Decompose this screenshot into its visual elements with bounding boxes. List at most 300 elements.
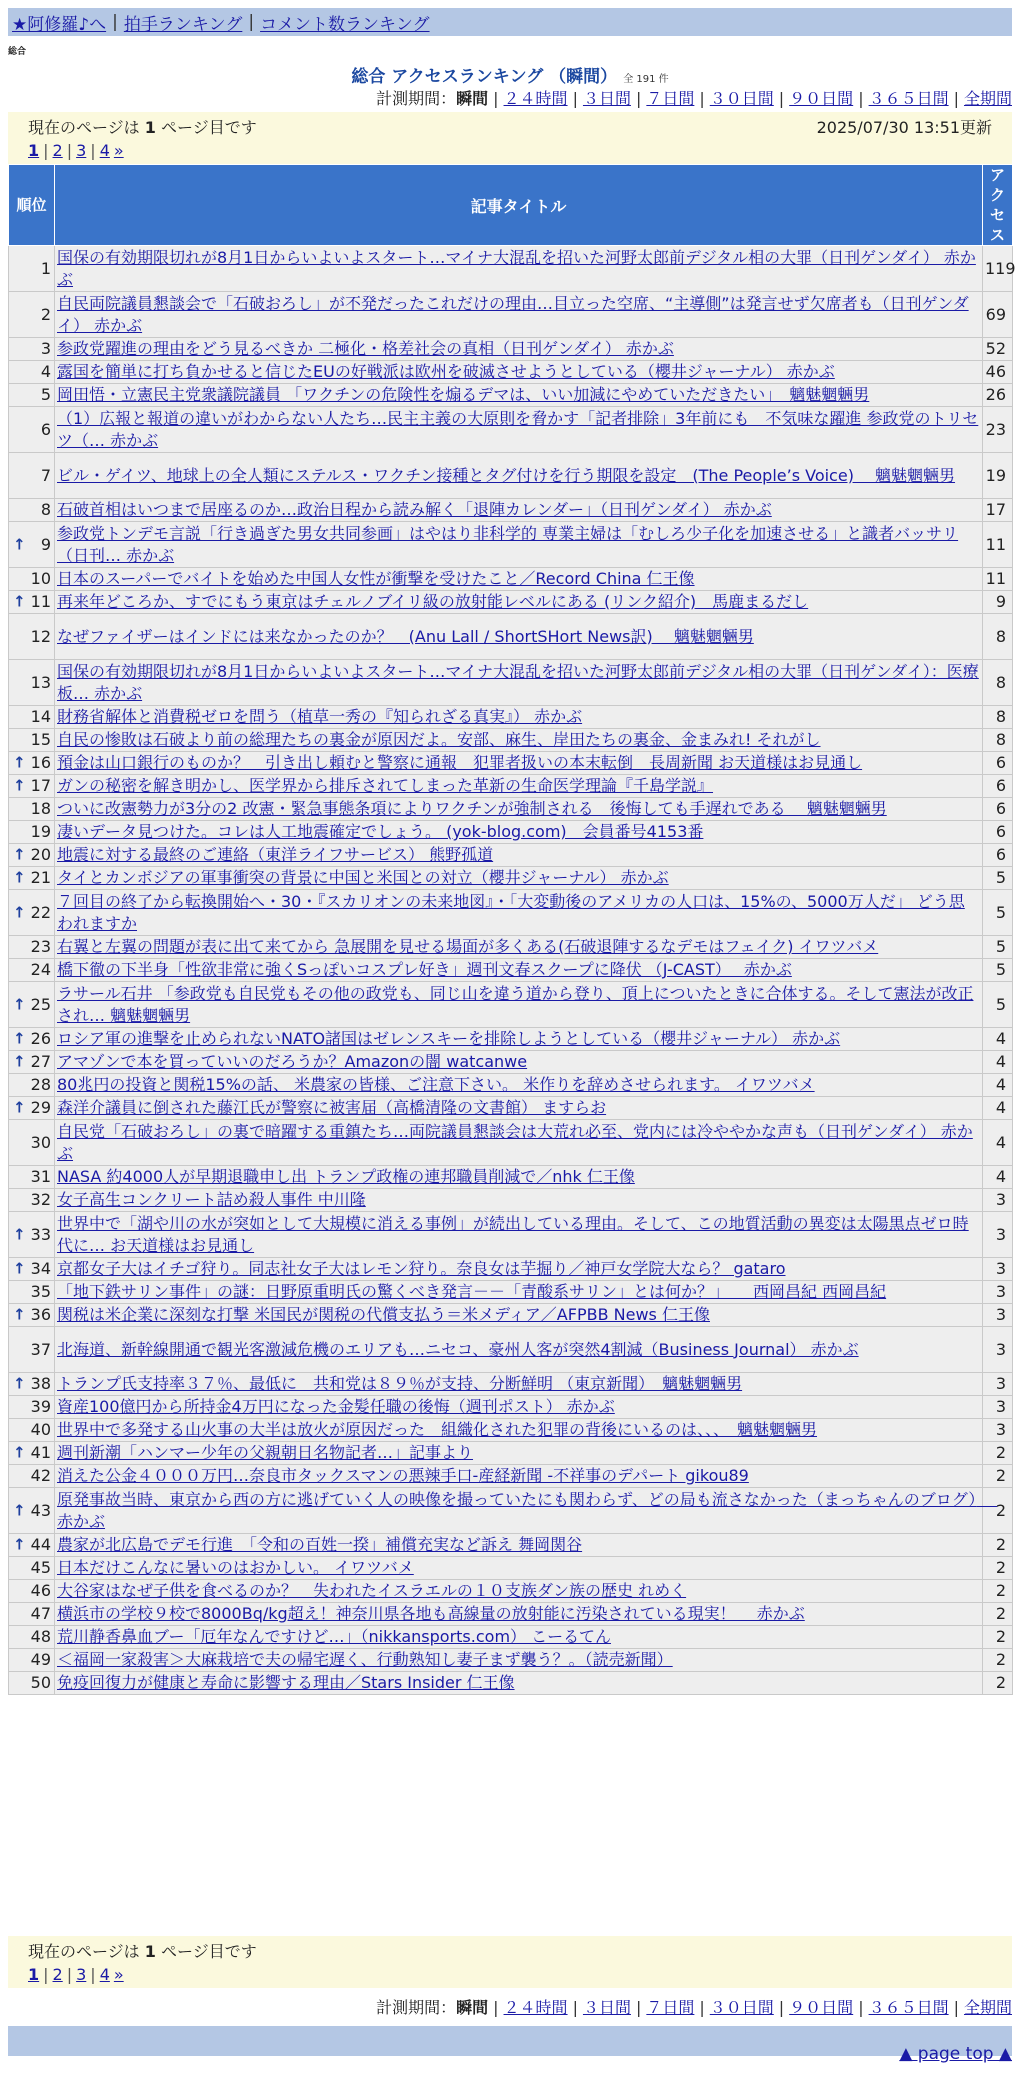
rank-number: 5	[40, 385, 51, 404]
article-title-link[interactable]: 参政党躍進の理由をどう見るべきか 二極化・格差社会の真相（日刊ゲンダイ） 赤かぶ	[57, 339, 674, 358]
ranking-row	[9, 1074, 1013, 1097]
rank-cell	[9, 798, 55, 821]
article-title-link[interactable]: タイとカンボジアの軍事衝突の背景に中国と米国との対立（櫻井ジャーナル） 赤かぶ	[57, 868, 669, 887]
title-cell	[55, 1649, 983, 1672]
period-option-link[interactable]: ３０日間	[709, 1998, 774, 2017]
access-count: 11	[983, 522, 1013, 568]
rank-number: 27	[30, 1052, 51, 1071]
ranking-row	[9, 1488, 1013, 1534]
rank-cell	[9, 982, 55, 1028]
article-title-link[interactable]: 関税は米企業に深刻な打撃 米国民が関税の代償支払う＝米メディア／AFPBB News 仁王像	[57, 1305, 710, 1324]
ranking-row	[9, 844, 1013, 867]
rank-cell	[9, 292, 55, 338]
ranking-row	[9, 499, 1013, 522]
rank-number: 10	[30, 569, 51, 588]
article-title-link[interactable]: 凄いデータ見つけた。コレは人工地震確定でしょう。 (yok-blog.com) 会員番号4153番	[57, 822, 704, 841]
rank-up-arrow-icon: ↑	[13, 753, 26, 772]
title-cell	[55, 384, 983, 407]
rank-up-arrow-icon: ↑	[13, 1259, 26, 1278]
access-count: 11	[983, 568, 1013, 591]
rank-cell	[9, 1281, 55, 1304]
access-count: 8	[983, 614, 1013, 660]
rank-up-arrow-icon: ↑	[13, 1501, 26, 1519]
ranking-row	[9, 453, 1013, 499]
rank-number: 4	[40, 362, 51, 381]
rank-number: 30	[30, 1132, 51, 1152]
access-count: 3	[983, 1327, 1013, 1373]
period-option-link[interactable]: ３０日間	[709, 89, 774, 108]
article-title-link[interactable]: 橋下徹の下半身「性欲非常に強くSっぽいコスプレ好き」週刊文春スクープに降伏 （J-CAST） 赤かぶ	[57, 960, 792, 979]
ranking-row	[9, 1419, 1013, 1442]
ranking-row	[9, 1327, 1013, 1373]
pager-status-row	[28, 1938, 992, 1962]
access-count: 119	[983, 246, 1013, 292]
rank-number: 49	[30, 1650, 51, 1669]
period-separator: |	[493, 89, 499, 108]
rank-cell	[9, 959, 55, 982]
article-title-link[interactable]: （1）広報と報道の違いがわからない人たち…民主主義の大原則を脅かす「記者排除」3年前にも 不気味な躍進 参政党のトリセツ（… 赤かぶ	[57, 408, 979, 450]
page-status	[28, 1939, 257, 1962]
period-option-link[interactable]: ３日間	[582, 89, 631, 108]
article-title-link[interactable]: 参政党トンデモ言説「行き過ぎた男女共同参画」はやはり非科学的 専業主婦は「むしろ少子化を加速させる」と識者バッサリ（日刊… 赤かぶ	[57, 523, 959, 565]
rank-cell	[9, 1304, 55, 1327]
home-link[interactable]: ★阿修羅♪へ	[12, 14, 107, 35]
period-selector-top	[376, 86, 1012, 109]
rank-number: 16	[30, 753, 51, 772]
title-cell	[55, 361, 983, 384]
access-count: 2	[983, 1557, 1013, 1580]
article-title-link[interactable]: ガンの秘密を解き明かし、医学界から排斥されてしまった革新の生命医学理論『千島学説』	[57, 776, 714, 795]
title-cell	[55, 1603, 983, 1626]
access-count: 8	[983, 729, 1013, 752]
rank-cell	[9, 706, 55, 729]
rank-cell	[9, 936, 55, 959]
period-label: 計測期間：	[376, 1998, 457, 2017]
period-separator: |	[699, 89, 705, 108]
article-title-link[interactable]: 地震に対する最終のご連絡（東洋ライフサービス） 熊野孤道	[57, 845, 494, 864]
ranking-row	[9, 338, 1013, 361]
article-title-link[interactable]: 自民両院議員懇談会で「石破おろし」が不発だったこれだけの理由…目立った空席、“主導側”は発言せず欠席者も（日刊ゲンダイ） 赤かぶ	[57, 293, 969, 335]
title-cell	[55, 1097, 983, 1120]
rank-up-arrow-icon: ↑	[13, 1305, 26, 1324]
ranking-row	[9, 775, 1013, 798]
rank-number: 1	[40, 258, 51, 278]
article-title-link[interactable]: 再来年どころか、すでにもう東京はチェルノブイリ級の放射能レベルにある (リンク紹介) 馬鹿まるだし	[57, 592, 809, 611]
rank-number: 42	[30, 1466, 51, 1485]
ranking-row	[9, 384, 1013, 407]
title-cell	[55, 1557, 983, 1580]
next-page-link[interactable]: »	[113, 140, 124, 160]
article-title-link[interactable]: 預金は山口銀行のものか？ 引き出し頼むと警察に通報 犯罪者扱いの本末転倒 長周新聞 お天道様はお見通し	[57, 753, 863, 772]
page-link[interactable]: 3	[76, 140, 87, 160]
rank-cell	[9, 1258, 55, 1281]
ranking-row	[9, 959, 1013, 982]
rank-number: 43	[30, 1500, 51, 1520]
ranking-row	[9, 1557, 1013, 1580]
total-count: 全 191 件	[623, 74, 669, 85]
access-count: 8	[983, 706, 1013, 729]
ranking-row	[9, 660, 1013, 706]
article-title-link[interactable]: 日本のスーパーでバイトを始めた中国人女性が衝撃を受けたこと／Record China 仁王像	[57, 569, 695, 588]
period-current: 瞬間	[456, 1998, 489, 2017]
rank-number: 11	[30, 592, 51, 611]
title-cell	[55, 844, 983, 867]
period-option-link[interactable]: ３６５日間	[868, 89, 949, 108]
access-count: 46	[983, 361, 1013, 384]
period-separator: |	[699, 1998, 705, 2017]
period-option-link[interactable]: ３６５日間	[868, 1998, 949, 2017]
rank-cell	[9, 522, 55, 568]
access-count: 3	[983, 1373, 1013, 1396]
title-cell	[55, 1212, 983, 1258]
access-count: 3	[983, 1396, 1013, 1419]
rank-cell	[9, 1097, 55, 1120]
access-count: 6	[983, 752, 1013, 775]
rank-cell	[9, 1649, 55, 1672]
access-count: 6	[983, 798, 1013, 821]
title-cell	[55, 246, 983, 292]
page-status-number: 1	[144, 1941, 156, 1961]
ranking-row	[9, 614, 1013, 660]
article-title-link[interactable]: 国保の有効期限切れが8月1日からいよいよスタート…マイナ大混乱を招いた河野太郎前デジタル相の大罪（日刊ゲンダイ）：医療板… 赤かぶ	[57, 661, 979, 703]
rank-number: 20	[30, 845, 51, 864]
rank-cell	[9, 453, 55, 499]
article-title-link[interactable]: 原発事故当時、東京から西の方に逃げていく人の映像を撮っていたにも関わらず、どの局も流さなかった（まっちゃんのブログ） 赤かぶ	[57, 1489, 998, 1531]
article-title-link[interactable]: 北海道、新幹線開通で観光客激減危機のエリアも…ニセコ、豪州人客が突然4割減（Business Journal） 赤かぶ	[57, 1339, 859, 1359]
ranking-row	[9, 982, 1013, 1028]
page-status-number: 1	[144, 117, 156, 137]
ranking-row	[9, 361, 1013, 384]
access-count: 4	[983, 1051, 1013, 1074]
rank-number: 29	[30, 1098, 51, 1117]
period-option-link[interactable]: ９０日間	[789, 89, 854, 108]
period-option-link[interactable]: 全期間	[963, 89, 1012, 108]
rank-cell	[9, 1166, 55, 1189]
ranking-row	[9, 1580, 1013, 1603]
article-title-link[interactable]: 財務省解体と消費税ゼロを問う（植草一秀の『知られざる真実』） 赤かぶ	[57, 707, 583, 726]
title-cell	[55, 1672, 983, 1695]
access-count: 2	[983, 1488, 1013, 1534]
article-title-link[interactable]: 荒川静香鼻血ブー「厄年なんですけど…」（nikkansports.com） こーるてん	[57, 1627, 611, 1646]
rank-cell	[9, 384, 55, 407]
title-cell	[55, 292, 983, 338]
access-count: 2	[983, 1580, 1013, 1603]
pager-bottom	[8, 1936, 1012, 1988]
bottom-bar	[8, 2026, 1012, 2056]
article-title-link[interactable]: 岡田悟・立憲民主党衆議院議員 「ワクチンの危険性を煽るデマは、いい加減にやめていただきたい」 魑魅魍魎男	[57, 385, 870, 404]
page-separator: |	[90, 1964, 96, 1984]
access-count: 2	[983, 1649, 1013, 1672]
rank-number: 8	[40, 500, 51, 519]
ranking-row	[9, 1465, 1013, 1488]
title-cell	[55, 1304, 983, 1327]
rank-up-arrow-icon: ↑	[13, 1443, 26, 1462]
title-cell	[55, 453, 983, 499]
rank-number: 9	[40, 534, 51, 554]
access-count: 5	[983, 959, 1013, 982]
page-link[interactable]: 4	[99, 1964, 110, 1984]
article-title-link[interactable]: なぜファイザーはインドには来なかったのか？ (Anu Lall / ShortSHort News訳) 魑魅魍魎男	[57, 626, 754, 646]
title-cell	[55, 1442, 983, 1465]
article-title-link[interactable]: 免疫回復力が健康と寿命に影響する理由／Stars Insider 仁王像	[57, 1673, 515, 1692]
period-option-link[interactable]: ７日間	[646, 1998, 695, 2017]
rank-cell	[9, 1534, 55, 1557]
rank-cell	[9, 1396, 55, 1419]
category-label: 総合	[8, 47, 27, 57]
title-cell	[55, 1327, 983, 1373]
rank-cell	[9, 1557, 55, 1580]
ranking-row	[9, 1304, 1013, 1327]
ranking-row	[9, 1534, 1013, 1557]
rank-number: 47	[30, 1604, 51, 1623]
title-cell	[55, 614, 983, 660]
period-option-link[interactable]: 全期間	[963, 1998, 1012, 2017]
access-count: 2	[983, 1603, 1013, 1626]
rank-cell	[9, 729, 55, 752]
next-page-link[interactable]: »	[113, 1964, 124, 1984]
rank-cell	[9, 821, 55, 844]
article-title-link[interactable]: 右翼と左翼の問題が表に出て来てから 急展開を見せる場面が多くある(石破退陣するなデモはフェイク) イワツバメ	[57, 937, 879, 956]
page-separator: |	[43, 1964, 49, 1984]
article-title-link[interactable]: アマゾンで本を買っていいのだろうか？Amazonの闇 watcanwe	[57, 1052, 528, 1071]
access-count: 5	[983, 890, 1013, 936]
rank-cell	[9, 1488, 55, 1534]
ranking-row	[9, 1672, 1013, 1695]
page-separator: |	[90, 140, 96, 160]
ranking-row	[9, 591, 1013, 614]
title-cell	[55, 1419, 983, 1442]
rank-number: 13	[30, 672, 51, 692]
title-cell	[55, 936, 983, 959]
title-cell	[55, 798, 983, 821]
page-link[interactable]: 2	[52, 1964, 63, 1984]
article-title-link[interactable]: 京都女子大はイチゴ狩り。同志社女子大はレモン狩り。奈良女は芋掘り／神戸女学院大なら？ gataro	[57, 1259, 786, 1278]
ranking-row	[9, 522, 1013, 568]
article-title-link[interactable]: 自民の惨敗は石破より前の総理たちの裏金が原因だよ。安部、麻生、岸田たちの裏金、金まみれ! それがし	[57, 730, 821, 749]
rank-number: 41	[30, 1443, 51, 1462]
rank-number: 12	[30, 626, 51, 646]
article-title-link[interactable]: 国保の有効期限切れが8月1日からいよいよスタート…マイナ大混乱を招いた河野太郎前デジタル相の大罪（日刊ゲンダイ） 赤かぶ	[57, 247, 976, 289]
page-status	[28, 115, 257, 138]
access-count: 6	[983, 844, 1013, 867]
title-cell	[55, 568, 983, 591]
period-selector-bottom	[376, 1995, 1012, 2018]
access-count: 4	[983, 1097, 1013, 1120]
period-separator: |	[953, 89, 959, 108]
ranking-row	[9, 1442, 1013, 1465]
access-count: 5	[983, 867, 1013, 890]
access-count: 8	[983, 660, 1013, 706]
period-separator: |	[572, 89, 578, 108]
rank-up-arrow-icon: ↑	[13, 868, 26, 887]
period-separator: |	[953, 1998, 959, 2017]
article-title-link[interactable]: 80兆円の投資と関税15%の話、 米農家の皆様、ご注意下さい。 米作りを辞めさせられます。 イワツバメ	[57, 1075, 815, 1094]
title-cell	[55, 1051, 983, 1074]
period-separator: |	[635, 1998, 642, 2017]
rank-number: 32	[30, 1190, 51, 1209]
rank-cell	[9, 1074, 55, 1097]
rank-up-arrow-icon: ↑	[13, 1098, 26, 1117]
rank-number: 22	[30, 902, 51, 922]
top-nav-bar	[8, 8, 1012, 36]
article-title-link[interactable]: 日本だけこんなに暑いのはおかしい。 イワツバメ	[57, 1558, 414, 1577]
rank-cell	[9, 1672, 55, 1695]
article-title-link[interactable]: 横浜市の学校９校で8000Bq/kg超え！神奈川県各地も高線量の放射能に汚染されている現実！ 赤かぶ	[57, 1604, 805, 1623]
period-separator: |	[778, 1998, 785, 2017]
access-count: 26	[983, 384, 1013, 407]
page-link[interactable]: 3	[76, 1964, 87, 1984]
access-count: 2	[983, 1672, 1013, 1695]
pager-status-row	[28, 114, 992, 138]
title-cell	[55, 706, 983, 729]
rank-number: 21	[30, 868, 51, 887]
title-cell	[55, 660, 983, 706]
rank-number: 3	[40, 339, 51, 358]
page-separator: |	[43, 140, 49, 160]
title-cell	[55, 338, 983, 361]
ranking-row	[9, 821, 1013, 844]
title-header: 記事タイトル	[55, 165, 983, 246]
article-title-link[interactable]: トランプ氏支持率３７％、最低に 共和党は８９％が支持、分断鮮明 （東京新聞） 魑魅魍魎男	[57, 1374, 743, 1393]
title-cell	[55, 1258, 983, 1281]
title-cell	[55, 867, 983, 890]
page-top-link[interactable]: ▲ page top ▲	[899, 2044, 1012, 2064]
access-count: 2	[983, 1534, 1013, 1557]
ranking-row	[9, 890, 1013, 936]
applause-ranking-link[interactable]: 拍手ランキング	[123, 14, 243, 35]
period-option-link[interactable]: ２４時間	[503, 1998, 568, 2017]
title-cell	[55, 821, 983, 844]
article-title-link[interactable]: 世界中で「湖や川の水が突如として大規模に消える事例」が続出している理由。そして、この地質活動の異変は太陽黒点ゼロ時代に… お天道様はお見通し	[57, 1213, 969, 1255]
article-title-link[interactable]: 「地下鉄サリン事件」の謎：日野原重明氏の驚くべき発言－－「青酸系サリン」とは何か？」 西岡昌紀 西岡昌紀	[57, 1282, 887, 1301]
rank-cell	[9, 660, 55, 706]
article-title-link[interactable]: 露国を簡単に打ち負かせると信じたEUの好戦派は欧州を破滅させようとしている（櫻井ジャーナル） 赤かぶ	[57, 362, 835, 381]
title-cell	[55, 1373, 983, 1396]
access-count: 6	[983, 821, 1013, 844]
rank-cell	[9, 1051, 55, 1074]
rank-number: 18	[30, 799, 51, 818]
ranking-row	[9, 936, 1013, 959]
title-cell	[55, 1189, 983, 1212]
title-cell	[55, 407, 983, 453]
title-cell	[55, 499, 983, 522]
comment-ranking-link[interactable]: コメント数ランキング	[260, 14, 430, 35]
page-link[interactable]: 1	[28, 140, 40, 160]
rank-cell	[9, 1626, 55, 1649]
period-option-link[interactable]: ３日間	[582, 1998, 631, 2017]
period-option-link[interactable]: ７日間	[646, 89, 695, 108]
title-cell	[55, 1465, 983, 1488]
rank-cell	[9, 1120, 55, 1166]
article-title-link[interactable]: 消えた公金４０００万円…奈良市タックスマンの悪辣手口-産経新聞 -不祥事のデパート gikou89	[57, 1466, 749, 1485]
article-title-link[interactable]: 大谷家はなぜ子供を食べるのか？ 失われたイスラエルの１０支族ダン族の歴史 れめく	[57, 1581, 687, 1600]
article-title-link[interactable]: 農家が北広島でデモ行進 「令和の百姓一揆」補償充実など訴え 舞岡関谷	[57, 1535, 583, 1554]
ranking-row	[9, 752, 1013, 775]
ranking-row	[9, 568, 1013, 591]
rank-cell	[9, 407, 55, 453]
rank-up-arrow-icon: ↑	[13, 995, 26, 1013]
access-count: 23	[983, 407, 1013, 453]
rank-cell	[9, 338, 55, 361]
access-count: 19	[983, 453, 1013, 499]
rank-cell	[9, 1189, 55, 1212]
rank-cell	[9, 1580, 55, 1603]
nav-separator: |	[112, 12, 118, 32]
title-cell	[55, 1074, 983, 1097]
article-title-link[interactable]: ＜福岡一家殺害＞大麻栽培で夫の帰宅遅く、行動熟知し妻子まず襲う？。（読売新聞）	[57, 1650, 673, 1669]
period-separator: |	[858, 1998, 864, 2017]
rank-number: 39	[30, 1397, 51, 1416]
article-title-link[interactable]: ラサール石井 「参政党も自民党もその他の政党も、同じ山を違う道から登り、頂上についたときに合体する。そして憲法が改正され… 魑魅魍魎男	[57, 983, 974, 1025]
rank-up-arrow-icon: ↑	[13, 776, 26, 795]
period-option-link[interactable]: ９０日間	[789, 1998, 854, 2017]
period-option-link[interactable]: ２４時間	[503, 89, 568, 108]
article-title-link[interactable]: ７回目の終了から転換開始へ・30・『スカリオンの未来地図』・「大変動後のアメリカの人口は、15%の、5000万人だ」 どう思われますか	[57, 891, 965, 933]
article-title-link[interactable]: ロシア軍の進撃を止められないNATO諸国はゼレンスキーを排除しようとしている（櫻井ジャーナル） 赤かぶ	[57, 1029, 841, 1048]
ranking-table	[8, 164, 1016, 1695]
ranking-row	[9, 1212, 1013, 1258]
access-count: 3	[983, 1258, 1013, 1281]
access-count: 4	[983, 1074, 1013, 1097]
rank-up-arrow-icon: ↑	[13, 1052, 26, 1071]
page-link[interactable]: 1	[28, 1964, 40, 1984]
rank-number: 35	[30, 1282, 51, 1301]
rank-number: 14	[30, 707, 51, 726]
rank-number: 50	[30, 1673, 51, 1692]
rank-cell	[9, 1212, 55, 1258]
page-link[interactable]: 2	[52, 140, 63, 160]
rank-cell	[9, 775, 55, 798]
article-title-link[interactable]: 森洋介議員に倒された藤江氏が警察に被害届（高橋清隆の文書館） ますらお	[57, 1098, 607, 1117]
rank-cell	[9, 591, 55, 614]
rank-cell	[9, 1465, 55, 1488]
article-title-link[interactable]: 世界中で多発する山火事の大半は放火が原因だった 組織化された犯罪の背後にいるのは、、、 魑魅魍魎男	[57, 1420, 818, 1439]
article-title-link[interactable]: 資産100億円から所持金4万円になった金髪任職の後悔（週刊ポスト） 赤かぶ	[57, 1397, 615, 1416]
title-cell	[55, 1396, 983, 1419]
article-title-link[interactable]: ビル・ゲイツ、地球上の全人類にステルス・ワクチン接種とタグ付けを行う期限を設定 (The People’s Voice) 魑魅魍魎男	[57, 465, 956, 485]
article-title-link[interactable]: 石破首相はいつまで居座るのか…政治日程から読み解く「退陣カレンダー」（日刊ゲンダイ） 赤かぶ	[57, 500, 772, 519]
access-count: 3	[983, 1189, 1013, 1212]
rank-up-arrow-icon: ↑	[13, 903, 26, 921]
title-cell	[55, 1488, 998, 1534]
rank-number: 23	[30, 937, 51, 956]
ranking-row	[9, 1051, 1013, 1074]
ranking-row	[9, 246, 1013, 292]
rank-cell	[9, 246, 55, 292]
rank-cell	[9, 614, 55, 660]
access-count: 2	[983, 1465, 1013, 1488]
access-count: 2	[983, 1442, 1013, 1465]
article-title-link[interactable]: NASA 約4000人が早期退職申し出 トランプ政権の連邦職員削減で／nhk 仁王像	[57, 1167, 635, 1186]
title-cell	[55, 982, 983, 1028]
article-title-link[interactable]: 週刊新潮「ハンマー少年の父親朝日名物記者…」記事より	[57, 1443, 474, 1462]
ranking-row	[9, 1626, 1013, 1649]
rank-number: 33	[30, 1224, 51, 1244]
access-count: 6	[983, 775, 1013, 798]
rank-cell	[9, 1028, 55, 1051]
page-link[interactable]: 4	[99, 140, 110, 160]
ranking-title: 総合 アクセスランキング （瞬間）	[351, 67, 618, 87]
article-title-link[interactable]: 女子高生コンクリート詰め殺人事件 中川隆	[57, 1190, 366, 1209]
access-count: 4	[983, 1028, 1013, 1051]
article-title-link[interactable]: ついに改憲勢力が3分の2 改憲・緊急事態条項によりワクチンが強制される 後悔しても手遅れである 魑魅魍魎男	[57, 799, 887, 818]
ranking-row	[9, 798, 1013, 821]
article-title-link[interactable]: 自民党「石破おろし」の裏で暗躍する重鎮たち…両院議員懇談会は大荒れ必至、党内には冷ややかな声も（日刊ゲンダイ） 赤かぶ	[57, 1121, 973, 1163]
rank-up-arrow-icon: ↑	[13, 1535, 26, 1554]
page-links	[28, 138, 992, 162]
rank-cell	[9, 752, 55, 775]
rank-number: 34	[30, 1259, 51, 1278]
